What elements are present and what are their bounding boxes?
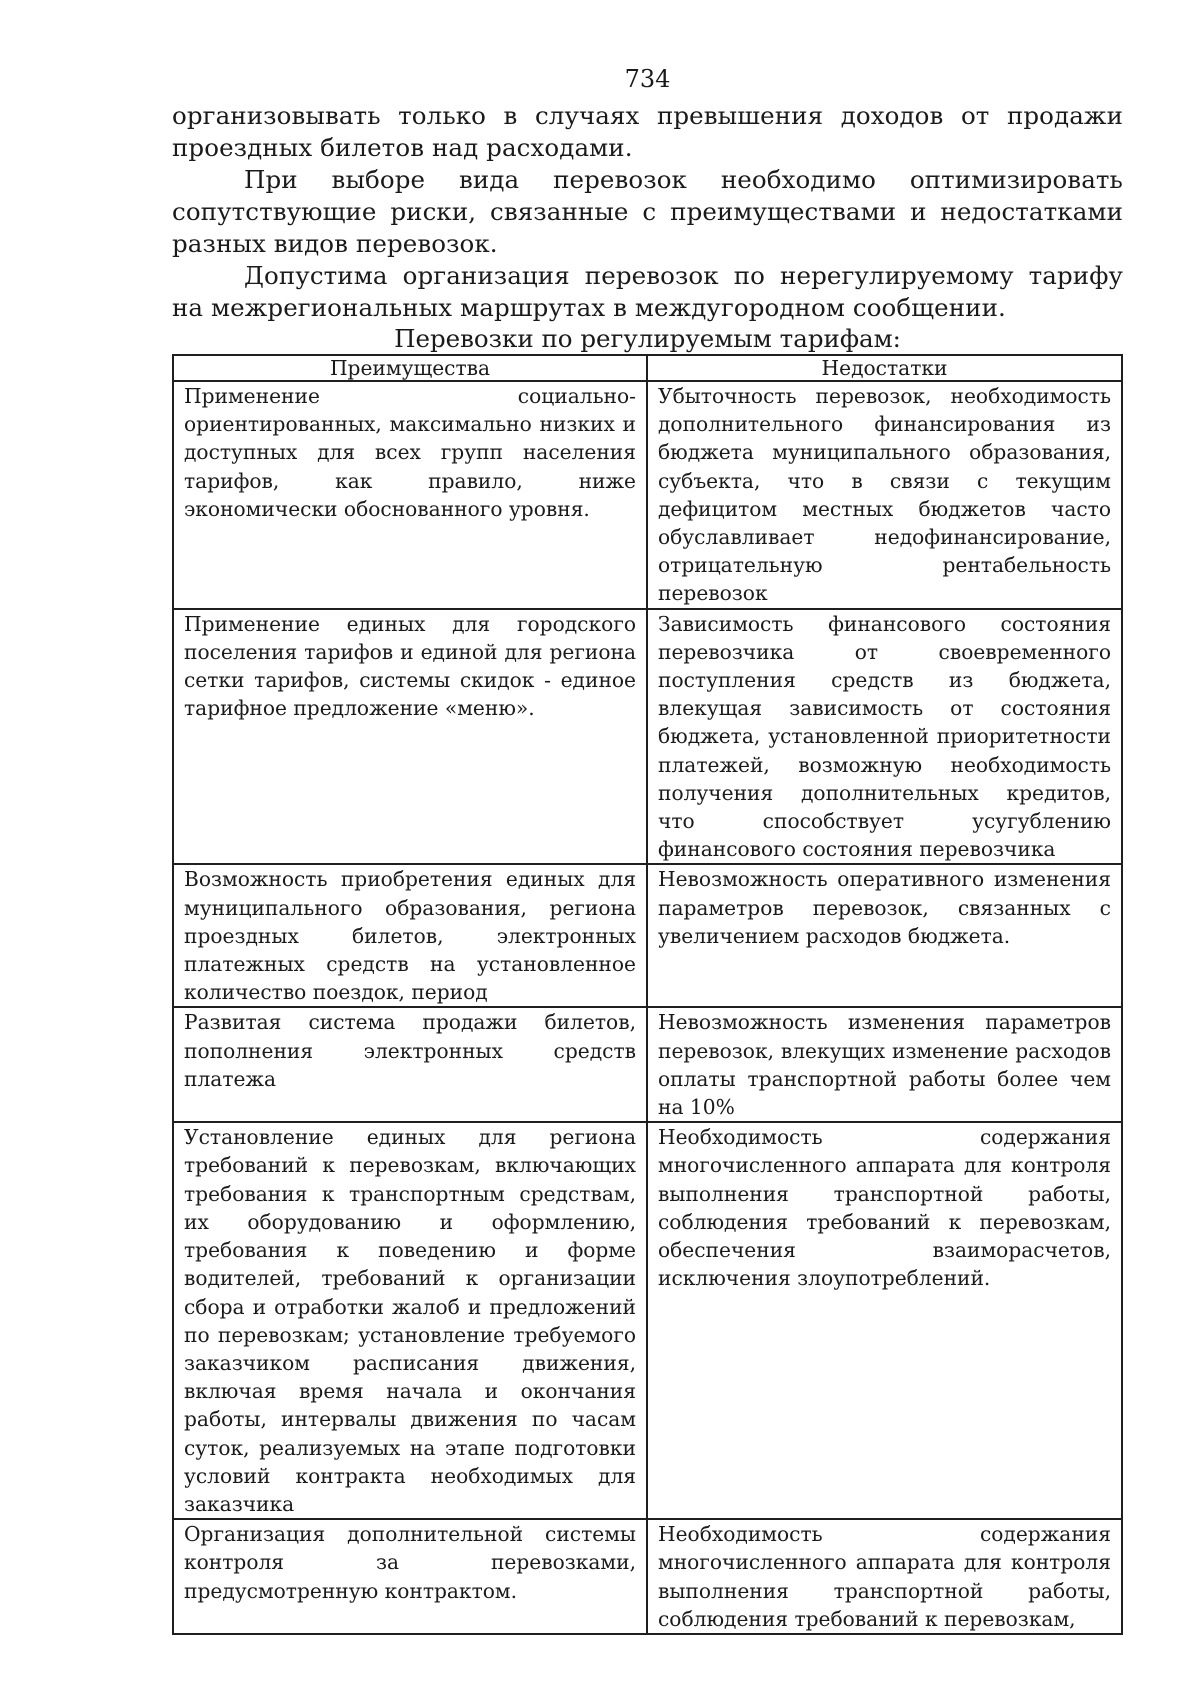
disadvantage-cell: Убыточность перевозок, необходимость дополнительного финансирования из бюджета муниципального образования, субъекта, что в связи с текущим дефицитом местных бюджетов часто обуславливает недофинансирование, отрицательную рентабельность перевозок	[647, 381, 1122, 609]
table-row	[173, 609, 1122, 865]
table-row	[173, 1007, 1122, 1122]
paragraph-2: При выборе вида перевозок необходимо оптимизировать сопутствующие риски, связанные с преимуществами и недостатками разных видов перевозок.	[172, 165, 1123, 258]
disadvantage-cell: Зависимость финансового состояния перевозчика от своевременного поступления средств из бюджета, влекущая зависимость от состояния бюджета, установленной приоритетности платежей, возможную необходимость получения дополнительных кредитов, что способствует усугублению финансового состояния перевозчика	[647, 609, 1122, 865]
header-disadvantages: Недостатки	[647, 355, 1122, 381]
advantage-cell: Установление единых для региона требований к перевозкам, включающих требования к транспортным средствам, их оборудованию и оформлению, требования к поведению и форме водителей, требований к организации сбора и отработки жалоб и предложений по перевозкам; установление требуемого заказчиком расписания движения, включая время начала и окончания работы, интервалы движения по часам суток, реализуемых на этапе подготовки условий контракта необходимых для заказчика	[173, 1122, 647, 1519]
table-row	[173, 864, 1122, 1007]
disadvantage-cell: Невозможность оперативного изменения параметров перевозок, связанных с увеличением расходов бюджета.	[647, 864, 1122, 1007]
advantage-cell: Организация дополнительной системы контроля за перевозками, предусмотренную контрактом.	[173, 1519, 647, 1634]
advantage-cell: Развитая система продажи билетов, пополнения электронных средств платежа	[173, 1007, 647, 1122]
table-title: Перевозки по регулируемым тарифам:	[394, 324, 901, 353]
paragraph-1: организовывать только в случаях превышения доходов от продажи проездных билетов над расходами.	[172, 101, 1123, 162]
disadvantage-cell: Необходимость содержания многочисленного аппарата для контроля выполнения транспортной работы, соблюдения требований к перевозкам,	[647, 1519, 1122, 1634]
header-advantages: Преимущества	[173, 355, 647, 381]
table-row	[173, 1519, 1122, 1634]
disadvantage-cell: Необходимость содержания многочисленного аппарата для контроля выполнения транспортной работы, соблюдения требований к перевозкам, обеспечения взаиморасчетов, исключения злоупотреблений.	[647, 1122, 1122, 1519]
advantage-cell: Применение социально-ориентированных, максимально низких и доступных для всех групп населения тарифов, как правило, ниже экономически обоснованного уровня.	[173, 381, 647, 609]
advantage-cell: Применение единых для городского поселения тарифов и единой для региона сетки тарифов, системы скидок - единое тарифное предложение «меню».	[173, 609, 647, 865]
paragraph-3: Допустима организация перевозок по нерегулируемому тарифу на межрегиональных маршрутах в междугородном сообщении.	[172, 261, 1123, 322]
tariff-table	[172, 354, 1123, 1635]
table-header-row	[173, 355, 1122, 381]
table-row	[173, 1122, 1122, 1519]
page-number: 734	[624, 65, 671, 93]
table-row	[173, 381, 1122, 609]
disadvantage-cell: Невозможность изменения параметров перевозок, влекущих изменение расходов оплаты транспортной работы более чем на 10%	[647, 1007, 1122, 1122]
document-page	[172, 64, 1123, 1635]
advantage-cell: Возможность приобретения единых для муниципального образования, региона проездных билетов, электронных платежных средств на установленное количество поездок, период	[173, 864, 647, 1007]
